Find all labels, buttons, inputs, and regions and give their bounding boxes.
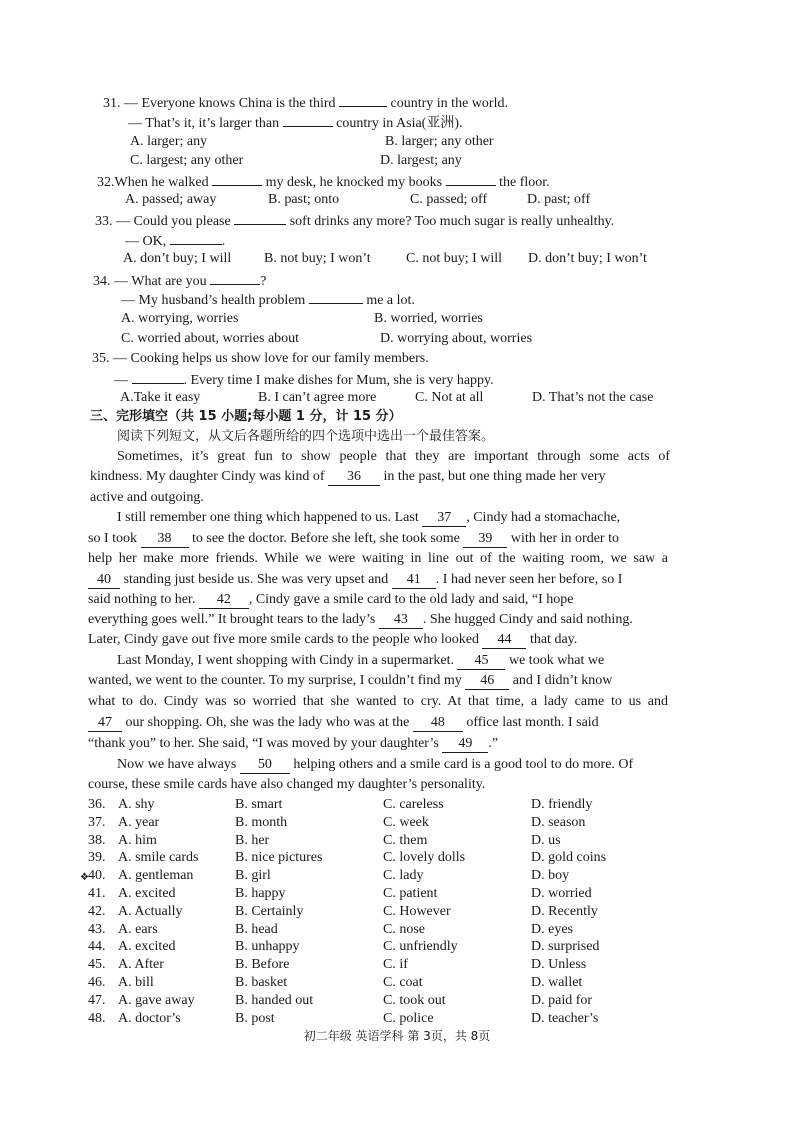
choice-option-d: D. teacher’s [531, 1010, 599, 1026]
passage-line: 47 our shopping. Oh, she was the lady who was at the 48 office last month. I said [88, 713, 599, 733]
choice-option-c: C. police [383, 1010, 434, 1026]
choice-option-b: B. month [235, 814, 288, 830]
option: C. Not at all [415, 390, 484, 405]
choice-option-b: B. girl [235, 868, 271, 884]
option: B. not buy; I won’t [264, 251, 371, 266]
choice-number: 43. [88, 921, 106, 937]
choice-option-c: C. them [383, 832, 428, 848]
answer-blank [339, 92, 387, 107]
choice-option-b: B. nice pictures [235, 850, 323, 866]
passage-line: I still remember one thing which happened to us. Last 37 , Cindy had a stomachache, [117, 510, 621, 525]
choice-option-a: A. shy [118, 797, 155, 812]
blank-number: 43 [379, 611, 423, 629]
choice-option-d: D. wallet [531, 975, 583, 990]
passage-line: Last Monday, I went shopping with Cindy in a supermarket. 45 we took what we [117, 653, 605, 668]
option: D. largest; any [380, 153, 462, 168]
choice-option-c: C. if [383, 957, 408, 973]
answer-blank [212, 171, 262, 186]
blank-number: 40 [88, 571, 120, 589]
option: B. past; onto [268, 192, 340, 207]
choice-option-d: D. paid for [531, 992, 593, 1008]
choice-option-a: A. excited [118, 939, 176, 955]
answer-blank [309, 289, 363, 304]
passage-line: Later, Cindy gave out five more smile cards to the people who looked 44 that day. [88, 632, 578, 647]
choice-option-d: D. season [531, 814, 586, 830]
choice-option-a: A. smile cards [118, 850, 199, 866]
choice-number: 39. [88, 850, 106, 866]
choice-option-a: A. gave away [118, 992, 195, 1008]
passage-line: kindness. My daughter Cindy was kind of 36 in the past, but one thing made her very [90, 469, 606, 484]
choice-option-a: A. bill [118, 975, 154, 990]
blank-number: 46 [465, 672, 509, 690]
option: D. don’t buy; I won’t [528, 251, 647, 266]
choice-option-a: A. gentleman [118, 868, 194, 884]
blank-number: 48 [413, 714, 463, 732]
choice-option-c: C. patient [383, 886, 438, 901]
passage-line: everything goes well.” It brought tears to the lady’s 43 . She hugged Cindy and said nothing. [88, 612, 633, 627]
blank-number: 36 [328, 468, 380, 486]
page-footer: 初二年级 英语学科 第 3页，共 8页 [303, 1029, 491, 1043]
blank-number: 47 [88, 714, 122, 732]
choice-option-b: B. happy [235, 886, 286, 901]
answer-blank [446, 171, 496, 186]
question-35-reply: — . Every time I make dishes for Mum, she is very happy. [114, 369, 494, 391]
passage-line: course, these smile cards have also changed my daughter’s personality. [88, 777, 486, 792]
option: A. passed; away [125, 192, 217, 207]
question-35: 35. — Cooking helps us show love for our family members. [92, 351, 429, 366]
answer-blank [283, 112, 333, 127]
passage-line: active and outgoing. [90, 490, 204, 505]
choice-option-c: C. lady [383, 868, 424, 884]
answer-blank [170, 230, 222, 245]
section-title: 三、完形填空（共 15 小题;每小题 1 分，计 15 分） [90, 409, 402, 424]
blank-number: 50 [240, 756, 290, 774]
choice-option-c: C. However [383, 903, 451, 919]
question-33: 33. — Could you please soft drinks any more? Too much sugar is really unhealthy. [95, 210, 614, 232]
passage-line: what to do. Cindy was so worried that she wanted to cry. At that time, a lady came to us and [88, 694, 668, 709]
choice-option-c: C. nose [383, 921, 425, 937]
passage-line: 40 standing just beside us. She was very upset and 41 . I had never seen her before, so I [88, 570, 622, 590]
choice-option-a: A. ears [118, 921, 158, 937]
choice-option-b: B. handed out [235, 992, 314, 1008]
choice-option-c: C. coat [383, 975, 423, 990]
choice-option-d: D. friendly [531, 797, 593, 812]
blank-number: 38 [141, 530, 189, 548]
choice-option-d: D. boy [531, 868, 570, 884]
choice-option-b: B. Before [235, 957, 290, 973]
choice-number: 46. [88, 975, 106, 990]
choice-option-b: B. post [235, 1010, 275, 1026]
margin-mark-icon: ❖ [80, 872, 89, 883]
blank-number: 41 [392, 571, 436, 589]
option: A.Take it easy [120, 390, 201, 405]
blank-number: 37 [422, 509, 466, 527]
choice-option-a: A. him [118, 832, 157, 848]
choice-option-d: D. Unless [531, 957, 587, 973]
choice-option-a: A. excited [118, 886, 176, 901]
question-32: 32.When he walked my desk, he knocked my books the floor. [97, 171, 550, 193]
choice-option-c: C. unfriendly [383, 939, 458, 955]
choice-option-b: B. Certainly [235, 903, 304, 919]
option: B. larger; any other [385, 134, 494, 149]
choice-number: 48. [88, 1010, 106, 1026]
choice-option-b: B. head [235, 921, 278, 937]
choice-option-a: A. After [118, 957, 164, 973]
section-instruction: 阅读下列短文，从文后各题所给的四个选项中选出一个最佳答案。 [117, 429, 495, 444]
question-34-reply: — My husband’s health problem me a lot. [121, 289, 415, 311]
question-31-reply: — That’s it, it’s larger than country in Asia(亚洲). [128, 112, 463, 134]
question-34: 34. — What are you ? [93, 270, 266, 292]
option: C. worried about, worries about [121, 331, 300, 346]
option: B. worried, worries [374, 311, 483, 326]
choice-option-b: B. unhappy [235, 939, 300, 955]
choice-number: 45. [88, 957, 106, 973]
choice-option-a: A. Actually [118, 903, 183, 919]
answer-blank [210, 270, 260, 285]
passage-line: Sometimes, it’s great fun to show people that they are important through some acts of [117, 449, 670, 464]
passage-line: said nothing to her. 42 , Cindy gave a smile card to the old lady and said, “I hope [88, 592, 574, 607]
choice-option-d: D. gold coins [531, 850, 607, 866]
blank-number: 44 [482, 631, 526, 649]
choice-option-a: A. year [118, 814, 160, 830]
choice-option-d: D. us [531, 832, 561, 848]
choice-option-c: C. week [383, 814, 429, 830]
answer-blank [132, 369, 184, 384]
option: C. largest; any other [130, 153, 244, 168]
choice-option-c: C. careless [383, 797, 444, 812]
choice-option-d: D. Recently [531, 903, 598, 919]
choice-number: 40. [88, 868, 106, 884]
option: A. don’t buy; I will [123, 251, 232, 266]
question-33-reply: — OK, . [125, 230, 225, 252]
choice-number: 44. [88, 939, 106, 955]
choice-option-b: B. smart [235, 797, 283, 812]
choice-number: 42. [88, 903, 106, 919]
option: A. worrying, worries [121, 311, 239, 326]
choice-option-d: D. surprised [531, 939, 600, 955]
option: D. past; off [527, 192, 591, 207]
passage-line: wanted, we went to the counter. To my surprise, I couldn’t find my 46 and I didn’t know [88, 673, 613, 688]
choice-option-b: B. basket [235, 975, 288, 990]
option: C. not buy; I will [406, 251, 503, 266]
choice-number: 38. [88, 832, 106, 848]
passage-line: help her make more friends. While we were waiting in line out of the waiting room, we saw a [88, 551, 668, 566]
option: D. That’s not the case [532, 390, 654, 405]
blank-number: 39 [463, 530, 507, 548]
option: C. passed; off [410, 192, 488, 207]
choice-option-b: B. her [235, 832, 270, 848]
choice-option-d: D. worried [531, 886, 592, 901]
choice-option-a: A. doctor’s [118, 1010, 181, 1026]
choice-number: 41. [88, 886, 106, 901]
option: A. larger; any [130, 134, 208, 149]
option: D. worrying about, worries [380, 331, 533, 346]
blank-number: 42 [199, 591, 249, 609]
blank-number: 49 [442, 735, 488, 753]
passage-line: Now we have always 50 helping others and a smile card is a good tool to do more. Of [117, 757, 634, 772]
choice-option-c: C. lovely dolls [383, 850, 466, 866]
choice-number: 47. [88, 992, 106, 1008]
choice-number: 37. [88, 814, 106, 830]
choice-number: 36. [88, 797, 106, 812]
answer-blank [234, 210, 286, 225]
option: B. I can’t agree more [258, 390, 377, 405]
question-31: 31. — Everyone knows China is the third country in the world. [103, 92, 508, 114]
blank-number: 45 [457, 652, 505, 670]
passage-line: so I took 38 to see the doctor. Before she left, she took some 39 with her in order to [88, 531, 619, 546]
choice-option-c: C. took out [383, 992, 446, 1008]
choice-option-d: D. eyes [531, 921, 573, 937]
passage-line: “thank you” to her. She said, “I was moved by your daughter’s 49 .” [88, 736, 499, 751]
